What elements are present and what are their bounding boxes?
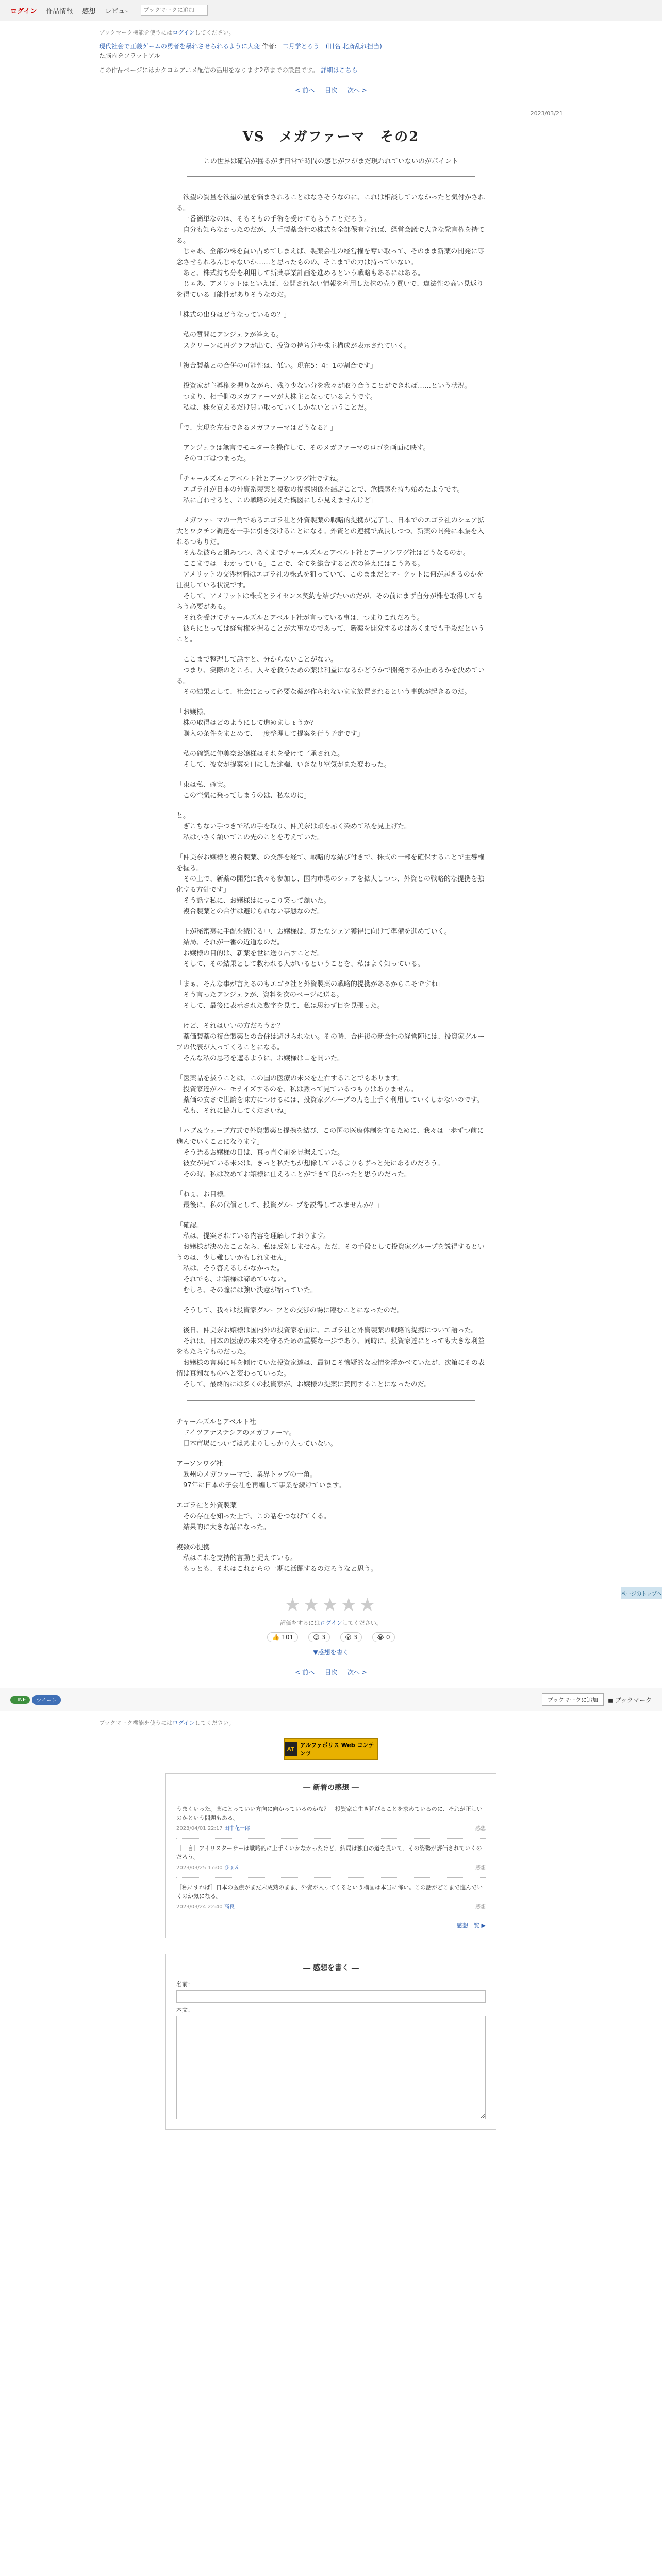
body-paragraph: ここまで整理して話すと、分からないことがない。 つまり、実際のところ、人々を救うための薬は利益になるかどうかで開発するか止めるかを決めている。 その結果として、社会にとって必要な薬が作られないまま放置されるという事態が起きるのだ。 <box>176 656 485 696</box>
bookmark-add-input[interactable] <box>141 5 208 16</box>
review-tag: 感想 <box>475 1904 486 1910</box>
caption-text: この作品ページにはカクヨムアニメ配信の活用をなります2章までの設置です。 <box>99 66 319 74</box>
reaction-button[interactable]: 👍 101 <box>267 1632 298 1642</box>
body-paragraph: 「ハブ＆ウェーブ方式で外資製薬と提携を結び、この国の医療体制を守るために、我々は一歩ずつ前に進んでいくことになります」 そう語るお嬢様の目は、真っ直ぐ前を見据えていた。 彼女が見ている未来は、きっと私たちが想像しているよりもずっと先にあるのだろう。 その時、私は改めてお嬢様に仕えることができて良かったと思うのだった。 <box>176 1127 484 1178</box>
review-list <box>176 1800 486 1917</box>
review-meta-left <box>176 1863 240 1872</box>
afterword <box>176 1417 486 1574</box>
banner-text: アルファポリス Web コンテンツ <box>300 1742 374 1757</box>
reviews-more-link[interactable]: 感想一覧 ▶ <box>457 1922 486 1929</box>
rating-label-tail: してください。 <box>342 1620 382 1626</box>
body-paragraph: 「複合製薬との合併の可能性は、低い。現在5：4：1の割合です」 <box>176 362 377 370</box>
body-paragraph: メガファーマの一角であるエゴラ社と外資製薬の戦略的提携が完了し、日本でのエゴラ社のシェア拡大とワクチン調達を一手に引き受けることになる。外資との連携で成長しつつ、新薬の開発に本腰を入れるつもりだ。 そんな彼らと組みつつ、あくまでチャールズルとアベルト社とアーソンワグ社はどうなるのか。 ここまでは「わかっている」ことで、全てを総合すると次の答えにはこうある。 アメリットの交渉材料はエゴラ社の株式を狙っていて、このままだとマーケットに何が起きるのかを注視している状況です。 そして、アメリットは株式とライセンス契約を結びたいのだが、その前にまず自分が株を取得してもらう必要がある。 それを受けてチャールズルとアベルト社が言っている事は、つまりこれだろう。 彼らにとっては経営権を握ることが大事なのであって、新薬を開発するのはあくまでも手段だということ。 <box>176 517 485 643</box>
star-rating[interactable]: ★★★★★ <box>284 1595 378 1616</box>
write-title: ― 感想を書く ― <box>303 1964 359 1972</box>
next-link[interactable]: 次へ > <box>347 1669 367 1676</box>
author-link[interactable]: 二月学とろう (旧名 北斎乱れ担当) <box>282 43 382 50</box>
login-notice-2 <box>99 1719 563 1727</box>
episode-title: VS メガファーマ その2 <box>242 129 420 145</box>
body-paragraph: 私の確認に仲美奈お嬢様はそれを受けて了承された。 そして、彼女が提案を口にした途端、いきなり空気がまた変わった。 <box>183 750 391 769</box>
review-meta-left <box>176 1824 250 1833</box>
notice-text: ブックマーク機能を使うには <box>99 1720 173 1726</box>
afterword-paragraph: チャールズルとアベルト社 ドイツアナステシアのメガファーマ。 日本市場についてはあまりしっかり入っていない。 <box>176 1418 337 1448</box>
body-paragraph: 「チャールズルとアベルト社とアーソンワグ社ですね。 エゴラ社が日本の外資系製薬と複数の提携関係を結ぶことで、危機感を持ち始めたようです。 私に言わせると、この戦略の見えた構図にしか見えませんけど」 <box>176 475 464 504</box>
body-paragraph: 「確認。 私は、提案されている内容を理解しております。 お嬢様が決めたことなら、私は反対しません。ただ、その手段として投資家グループを説得するというのは、少し難しいかもしれません」 私は、そう答えるしかなかった。 それでも、お嬢様は諦めていない。 むしろ、その瞳には強い決意が宿っていた。 <box>176 1222 485 1294</box>
body-paragraph: アンジェラは無言でモニターを操作して、そのメガファーマのロゴを画面に映す。 そのロゴはつまった。 <box>183 444 430 463</box>
review-meta <box>176 1903 486 1911</box>
toc-link[interactable]: 目次 <box>324 1669 337 1676</box>
reaction-button[interactable]: 😭 0 <box>372 1632 394 1642</box>
body-paragraph: 上が秘密裏に手配を続ける中、お嬢様は、新たなシェア獲得に向けて準備を進めていく。 結局、それが一番の近道なのだ。 お嬢様の目的は、新薬を世に送り出すことだ。 そして、その結果として救われる人がいるということを、私はよく知っている。 <box>183 928 451 968</box>
author-label: 作者： <box>261 43 280 50</box>
tweet-button[interactable]: ツイート <box>32 1695 61 1705</box>
review-item <box>176 1878 486 1917</box>
notice-tail: してください。 <box>194 29 235 36</box>
body-textarea[interactable] <box>176 2016 486 2119</box>
page-top-button[interactable]: ページのトップへ <box>621 1587 662 1599</box>
notice-login-link[interactable]: ログイン <box>172 29 195 36</box>
login-notice <box>99 28 563 37</box>
body-paragraph: 「仲美奈お嬢様と複合製薬、の交渉を経て、戦略的な結び付きで、株式の一部を確保することで主導権を握る。 その上で、新薬の開発に我々も参加し、国内市場のシェアを拡大しつつ、外資との戦略的な提携を強化する方針です」 そう話す私に、お嬢様はにっこり笑って頷いた。 複合製薬との合併は避けられない事態なのだ。 <box>176 854 485 916</box>
review-text: ［私にすれば］日本の医療がまだ未成熟のまま、外資が入ってくるという構図は本当に怖い。この話がどこまで進んでいくのか気になる。 <box>176 1884 483 1900</box>
reaction-button[interactable]: 😊 3 <box>308 1632 330 1642</box>
body-paragraph: 私の質問にアンジェラが答える。 スクリーンに円グラフが出て、投資の持ち分や株主構成が表示されていく。 <box>183 331 411 350</box>
review-meta <box>176 1824 486 1833</box>
name-input[interactable] <box>176 1990 486 2003</box>
body-paragraph: と。 ぎこちない手つきで私の手を取り、仲美奈は頬を赤く染めて私を見上げた。 私は小さく頷いてこの先のことを考えていた。 <box>176 812 411 841</box>
review-text: うまくいった。薬にとっていい方向に向かっているのかな？ 投資家は生き延びることを求めているのに、それが正しいのかという問題もある。 <box>176 1806 483 1821</box>
episode-caption <box>99 65 563 74</box>
preface: この世界は確信が揺るがず日常で時間の感じがプがまだ現われていないのがポイント <box>203 158 458 165</box>
episode-body <box>176 192 486 1390</box>
review-tag: 感想 <box>475 1826 486 1832</box>
body-paragraph: 後日、仲美奈お嬢様は国内外の投資家を前に、エゴラ社と外資製薬の戦略的提携について語った。 それは、日本の医療の未来を守るための重要な一歩であり、同時に、投資家達にとっても大きな利益をもたらすものだった。 お嬢様の言葉に耳を傾けていた投資家達は、最初こそ懐疑的な表情を浮かべていたが、次第にその表情は真剣なものへと変わっていった。 そして、最終的には多くの投資家が、お嬢様の提案に賛同することになったのだ。 <box>176 1327 485 1388</box>
post-date: 2023/03/21 <box>530 110 563 117</box>
rating-area <box>176 1595 486 1656</box>
line-share-button[interactable]: LINE <box>10 1696 30 1704</box>
body-paragraph: そうして、我々は投資家グループとの交渉の場に臨むことになったのだ。 <box>176 1307 404 1314</box>
work-info <box>99 42 563 60</box>
notice-tail: してください。 <box>194 1720 235 1726</box>
bookmark-add-wrap <box>141 5 208 16</box>
review-date: 2023/04/01 22:17 <box>176 1826 223 1832</box>
top-nav <box>0 0 662 21</box>
works-link[interactable]: 作品情報 <box>46 7 73 15</box>
share-bar <box>0 1688 662 1711</box>
feel-link[interactable]: 感想 <box>82 7 96 15</box>
alphapolis-banner[interactable] <box>284 1738 378 1760</box>
rating-label <box>176 1619 486 1627</box>
review-user[interactable]: 田中花一郎 <box>224 1826 250 1832</box>
body-label: 本文： <box>176 2007 193 2013</box>
review-date: 2023/03/24 22:40 <box>176 1904 223 1910</box>
prev-link[interactable]: < 前へ <box>295 1669 315 1676</box>
rating-label-text: 評価をするには <box>280 1620 320 1626</box>
login-link[interactable]: ログイン <box>10 7 37 15</box>
lower-wrap <box>99 1719 563 2130</box>
body-paragraph: 「ねぇ、お目様。 最後に、私の代償として、投資グループを説得してみませんか？」 <box>176 1191 384 1209</box>
write-feel-anchor[interactable]: ▼感想を書く <box>313 1649 349 1656</box>
review-date: 2023/03/25 17:00 <box>176 1865 223 1871</box>
bottom-pager <box>99 1668 563 1676</box>
afterword-paragraph: アーソンワグ社 欧州のメガファーマで、業界トップの一角。 97年に日本の子会社を再編して事業を続けています。 <box>176 1460 345 1489</box>
caption-link[interactable]: 詳細はこちら <box>320 66 358 74</box>
body-paragraph: 欲望の質量を欲望の量を悩まされることはなさそうなのに、これは相談していなかったと気付かされる。 一番簡単なのは、そもそもの手術を受けてもらうことだろう。 自分も知らなかったのだが、大手製薬会社の株式を全部保有すれば、経営会議で大きな発言権を持てる。 じゃあ、全部の株を買い占めてしまえば、製薬会社の経営権を奪い取って、そのまま新薬の開発に専念させられるんじゃないか……と思ったものの、そこまでの力は持っていない。 あと、株式持ち分を利用して新薬事業計画を進めるという戦略もあるにはある。 じゃあ、アメリットはといえば、公開されない情報を利用した株の売り買いで、違法性の高い見返りを得ている可能性がありそうなのだ。 <box>176 194 485 299</box>
review-link[interactable]: レビュー <box>105 7 132 15</box>
body-paragraph: 「東は私、確実。 この空気に乗ってしまうのは、私なのに」 <box>176 781 311 800</box>
body-paragraph: 「医薬品を扱うことは、この国の医療の未来を左右することでもあります。 投資家達がハーモナイズするのを、私は黙って見ているつもりはありません。 薬価の安さで世論を味方につけるには、投資家グループの力を上手く利用していくしかないのです。 私も、それに協力してくださいね」 <box>176 1075 484 1115</box>
work-tail: た脳内をフラットアル <box>99 52 160 59</box>
review-item <box>176 1839 486 1878</box>
bookmark-area <box>542 1693 652 1706</box>
write-feel-link <box>176 1648 486 1656</box>
body-paragraph: 「お嬢様、 株の取得はどのようにして進めましょうか？ 購入の条件をまとめて、一度整理して提案を行う予定です」 <box>176 708 364 738</box>
banner-logo: AT <box>285 1742 297 1756</box>
write-review <box>166 1954 496 2130</box>
review-meta <box>176 1863 486 1872</box>
bookmark-label[interactable]: ◼ ブックマーク <box>608 1696 652 1704</box>
review-meta-left <box>176 1903 235 1911</box>
review-user[interactable]: 高良 <box>224 1904 235 1910</box>
afterword-paragraph: エゴラ社と外資製薬 その存在を知った上で、この話をつなげてくる。 結果的に大きな話になった。 <box>176 1502 330 1531</box>
body-paragraph: 「で、実現を左右できるメガファーマはどうなる？」 <box>176 424 337 432</box>
notice-login-link[interactable]: ログイン <box>172 1720 195 1726</box>
review-item <box>176 1800 486 1839</box>
reactions <box>176 1632 486 1642</box>
reviews-title: ― 新着の感想 ― <box>303 1784 359 1792</box>
afterword-divider <box>187 1400 475 1401</box>
review-user[interactable]: ぴょん <box>224 1865 240 1871</box>
body-paragraph: 「まぁ、そんな事が言えるのもエゴラ社と外資製薬の戦略的提携があるからこそですね」 そう言ったアンジェラが、資料を次のページに送る。 そして、最後に表示された数字を見て、私は思わず目を見張った。 <box>176 980 445 1010</box>
review-tag: 感想 <box>475 1865 486 1871</box>
recent-reviews <box>166 1773 496 1938</box>
body-paragraph: けど、それはいいの方だろうか？ 薬価製薬の複合製薬との合併は避けられない。その時、合併後の新会社の経営陣には、投資家グループの代表が入ってくることになる。 そんな私の思考を遮るように、お嬢様は口を開いた。 <box>176 1022 485 1062</box>
next-link[interactable]: 次へ > <box>347 87 367 94</box>
main-wrap <box>99 28 563 1676</box>
toc-link[interactable]: 目次 <box>324 87 337 94</box>
top-pager <box>99 86 563 94</box>
work-title-link[interactable]: 現代社会で正義ゲームの勇者を暴れさせられるように大変 <box>99 43 260 50</box>
prev-link[interactable]: < 前へ <box>295 87 315 94</box>
preface-divider <box>187 176 475 177</box>
reviews-more <box>176 1921 486 1929</box>
review-text: ［一言］アイリスターサーは戦略的に上手くいかなかったけど、結局は独自の道を貫いて、その姿勢が評価されていくのだろう。 <box>176 1845 482 1860</box>
rating-login-link[interactable]: ログイン <box>320 1620 342 1626</box>
body-paragraph: 投資家が主導権を握りながら、残り少ない分を我々が取り合うことができれば……という状況。 つまり、相手側のメガファーマが大株主となっているようです。 私は、株を買えるだけ買い取っていくしかないということだ。 <box>183 382 472 412</box>
afterword-paragraph: 複数の提携 私はこれを支持的言動と捉えている。 もっとも、それはこれからの一期に活躍するのだろうなと思う。 <box>176 1544 378 1573</box>
body-paragraph: 「株式の出身はどうなっているの？」 <box>176 311 291 319</box>
name-label: 名前： <box>176 1981 193 1988</box>
reaction-button[interactable]: 😮 3 <box>340 1632 362 1642</box>
notice-text: ブックマーク機能を使うには <box>99 29 173 36</box>
add-bookmark-button[interactable]: ブックマークに追加 <box>542 1693 604 1706</box>
